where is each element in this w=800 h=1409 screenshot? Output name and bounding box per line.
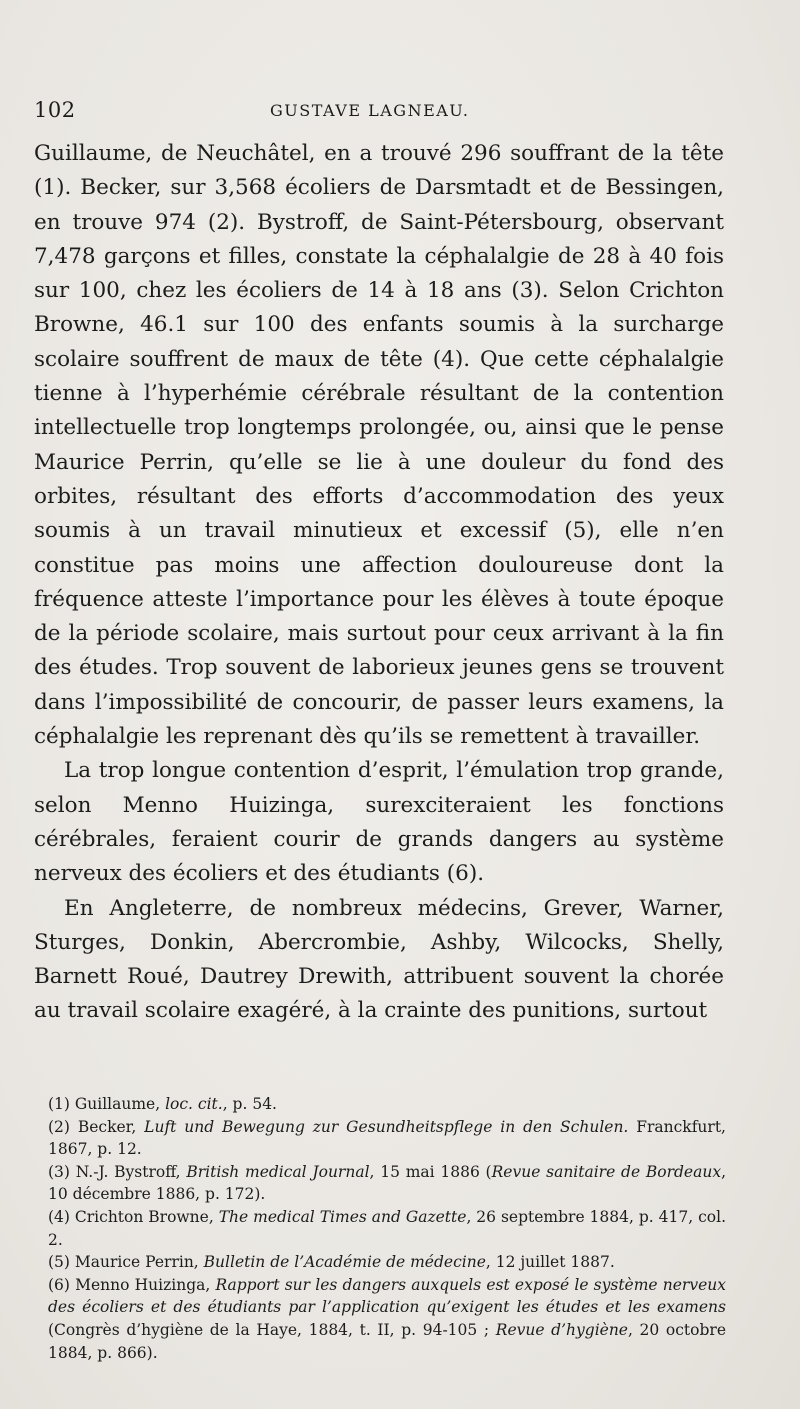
footnote-number: (3) (48, 1162, 76, 1181)
footnote-text: , 12 juillet 1887. (485, 1253, 615, 1272)
footnote-text: , 20 octobre 1884, p. 866). (48, 1320, 726, 1362)
footnote-text: Crichton Browne, (74, 1207, 219, 1226)
running-head: GUSTAVE LAGNEAU. (270, 101, 470, 120)
footnote-number: (4) (48, 1207, 75, 1226)
footnote-title: British medical Journal (186, 1162, 370, 1181)
paragraph: En Angleterre, de nombreux médecins, Grever, Warner, Sturges, Donkin, Abercrombie, Ashby, Wilcocks, Shelly, Barnett Roué, Dautrey Drewith, attribuent souvent la chorée au travail scolaire exagéré, à la crainte des punitions, surtout (34, 895, 724, 1024)
footnote-text: Guillaume, (74, 1095, 166, 1113)
footnote-text: , 15 mai 1886 ( (369, 1162, 492, 1181)
footnote (48, 1116, 726, 1161)
footnote (48, 1161, 726, 1206)
footnote (48, 1274, 726, 1364)
paragraph: Guillaume, de Neuchâtel, en a trouvé 296 souffrant de la tête (1). Becker, sur 3,568 écoliers de Darsmtadt et de Bessingen, en trouve 974 (2). Bystroff, de Saint-Pétersbourg, observant 7,478 garçons et filles, constate la céphalalgie de 28 à 40 fois sur 100, chez les écoliers de 14 à 18 ans (3). Selon Crichton Browne, 46.1 sur 100 des enfants soumis à la surcharge scolaire souffrent de maux de tête (4). Que cette céphalalgie tienne à l’hyperhémie cérébrale résultant de la contention intellectuelle trop longtemps prolongée, ou, ainsi que le pense Maurice Perrin, qu’elle se lie à une douleur du fond des orbites, résultant des efforts d’accommodation des yeux soumis à un travail minutieux et excessif (5), elle n’en constitue pas moins une affection douloureuse dont la fréquence atteste l’importance pour les élèves à toute époque de la période scolaire, mais surtout pour ceux arrivant à la fin des études. Trop souvent de laborieux jeunes gens se trouvent dans l’impossibilité de concourir, de passer leurs examens, la céphalalgie les reprenant dès qu’ils se remettent à travailler. (34, 141, 724, 750)
footnote-title: Bulletin de l’Académie de médecine (203, 1253, 486, 1272)
footnote-text: Menno Huizinga, (75, 1275, 216, 1294)
page-number: 102 (34, 98, 76, 122)
footnote-title: Revue d’hygiène (495, 1320, 628, 1339)
footnote-title: Luft und Bewegung zur Gesundheitspflege in den Schulen. (144, 1117, 629, 1136)
footnote-text: , 10 décembre 1886, p. 172). (48, 1162, 727, 1204)
footnote (48, 1093, 726, 1116)
footnote-text: (Congrès d’hygiène de la Haye, 1884, t. II, p. 94-105 ; (48, 1320, 496, 1339)
footnote-title: The medical Times and Gazette (218, 1207, 467, 1226)
footnote-number: (5) (48, 1253, 75, 1272)
footnote-text: , p. 54. (222, 1095, 277, 1113)
footnote-number: (1) (48, 1095, 75, 1113)
page-header (34, 98, 734, 128)
footnote-number: (2) (48, 1117, 78, 1136)
footnote-title: Rapport sur les dangers auxquels est exposé le système nerveux des écoliers et des étudiants par l’application qu’exigent les études et les examens (48, 1275, 726, 1317)
footnotes (48, 1093, 726, 1364)
footnote-number: (6) (48, 1275, 76, 1294)
footnote (48, 1251, 726, 1274)
footnote-text: Becker, (77, 1117, 145, 1136)
paragraph: La trop longue contention d’esprit, l’émulation trop grande, selon Menno Huizinga, surexciteraient les fonctions cérébrales, feraient courir de grands dangers au système nerveux des écoliers et des étudiants (6). (34, 758, 724, 887)
footnote-title: Revue sanitaire de Bordeaux (491, 1162, 722, 1181)
footnote (48, 1206, 726, 1251)
body-text (34, 137, 724, 1029)
footnote-title: loc. cit. (165, 1095, 223, 1113)
footnote-text: , 26 septembre 1884, p. 417, col. 2. (48, 1207, 726, 1249)
footnote-text: N.-J. Bystroff, (75, 1162, 187, 1181)
footnote-text: Maurice Perrin, (74, 1253, 204, 1272)
footnote-text: Franckfurt, 1867, p. 12. (48, 1117, 726, 1159)
